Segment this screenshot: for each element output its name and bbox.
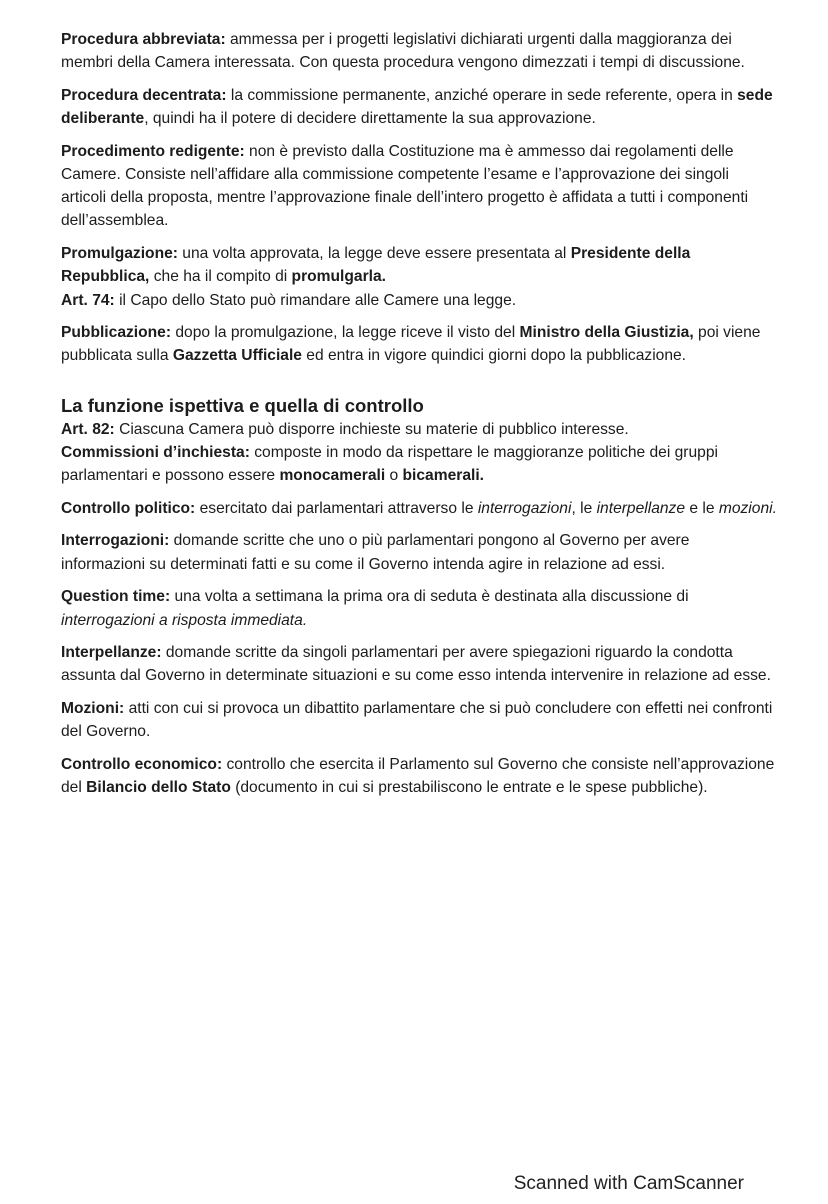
paragraph-controllo-economico: Controllo economico: controllo che esercita il Parlamento sul Governo che consiste nell’approvazione del Bilancio dello Stato (documento in cui si prestabiliscono le entrate e le spese pubbliche).: [61, 756, 775, 797]
paragraph-interrogazioni: Interrogazioni: domande scritte che uno o più parlamentari pongono al Governo per avere informazioni su determinati fatti e su come il Governo intenda agire in relazione ad essi.: [61, 532, 690, 573]
paragraph-controllo-politico: Controllo politico: esercitato dai parlamentari attraverso le interrogazioni, le interpellanze e le mozioni.: [61, 499, 777, 517]
term-art-74: Art. 74:: [61, 291, 115, 309]
term-interrogazioni: Interrogazioni:: [61, 532, 170, 550]
term-mozioni: Mozioni:: [61, 700, 125, 718]
term-procedura-abbreviata: Procedura abbreviata:: [61, 31, 226, 48]
term-commissioni-inchiesta: Commissioni d’inchiesta:: [61, 443, 250, 461]
camscanner-watermark: Scanned with CamScanner: [513, 1173, 744, 1194]
paragraph-question-time: Question time: una volta a settimana la prima ora di seduta è destinata alla discussione di interrogazioni a risposta immediata.: [61, 588, 689, 629]
term-procedura-decentrata: Procedura decentrata:: [61, 86, 227, 104]
paragraph-commissioni-inchiesta: Commissioni d’inchiesta: composte in modo da rispettare le maggioranze politiche dei gruppi parlamentari e possono essere monocamerali o bicamerali.: [61, 443, 718, 485]
term-controllo-politico: Controllo politico:: [61, 499, 196, 517]
paragraph-art-82: Art. 82: Ciascuna Camera può disporre inchieste su materie di pubblico interesse.: [61, 420, 629, 438]
paragraph-pubblicazione: Pubblicazione: dopo la promulgazione, la legge riceve il visto del Ministro della Giustizia, poi viene pubblicata sulla Gazzetta Ufficiale ed entra in vigore quindici giorni dopo la pubblicazione.: [61, 324, 761, 365]
term-interpellanze: Interpellanze:: [61, 644, 162, 662]
term-pubblicazione: Pubblicazione:: [61, 324, 172, 342]
paragraph-promulgazione: Promulgazione: una volta approvata, la legge deve essere presentata al Presidente della Repubblica, che ha il compito di promulgarla.: [61, 245, 691, 286]
paragraph-interpellanze: Interpellanze: domande scritte da singoli parlamentari per avere spiegazioni riguardo la condotta assunta dal Governo in determinate situazioni e su come esso intenda intervenire in relazione ad esse.: [61, 644, 771, 685]
paragraph-procedimento-redigente: Procedimento redigente: non è previsto dalla Costituzione ma è ammesso dai regolamenti delle Camere. Consiste nell’affidare alla commissione competente l’esame e l’approvazione dei singoli articoli della proposta, mentre l’approvazione finale dell’intero progetto è affidata a tutti i componenti dell’assemblea.: [61, 142, 749, 230]
term-question-time: Question time:: [61, 588, 171, 606]
paragraph-procedura-decentrata: Procedura decentrata: la commissione permanente, anziché operare in sede referente, opera in sede deliberante, quindi ha il potere di decidere direttamente la sua approvazione.: [61, 86, 773, 128]
term-controllo-economico: Controllo economico:: [61, 756, 223, 774]
paragraph-art-74: Art. 74: il Capo dello Stato può rimandare alle Camere una legge.: [61, 291, 517, 309]
term-art-82: Art. 82:: [61, 420, 115, 438]
paragraph-procedura-abbreviata: Procedura abbreviata: ammessa per i progetti legislativi dichiarati urgenti dalla maggioranza dei membri della Camera interessata. Con questa procedura vengono dimezzati i tempi di discussione.: [61, 31, 745, 72]
term-procedimento-redigente: Procedimento redigente:: [61, 142, 245, 160]
paragraph-mozioni: Mozioni: atti con cui si provoca un dibattito parlamentare che si può concludere con effetti nei confronti del Governo.: [61, 700, 773, 741]
document-page: [61, 28, 777, 809]
term-promulgazione: Promulgazione:: [61, 245, 178, 263]
section-title: La funzione ispettiva e quella di controllo: [61, 394, 424, 416]
